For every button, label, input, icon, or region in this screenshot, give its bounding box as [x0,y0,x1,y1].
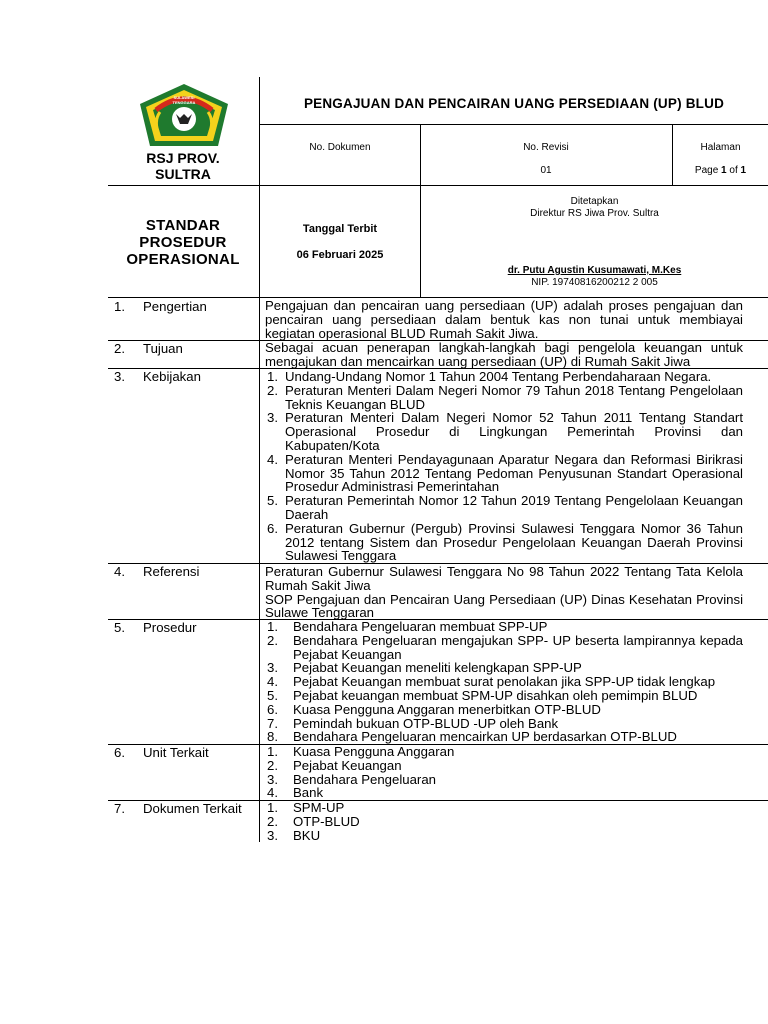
definition-text: Pengajuan dan pencairan uang persediaan (UP) adalah proses pengajuan dan pencairan uang persediaan dalam bentuk kas non tunai untuk membiayai kegiatan operasional BLUD Rumah Sakit Jiwa. [265,298,743,341]
list-item: 6. Peraturan Gubernur (Pergub) Provinsi Sulawesi Tenggara Nomor 36 Tahun 2012 tentang Sistem dan Prosedur Pengelolaan Keuangan Daerah Provinsi Sulawesi Tenggara [267,520,743,564]
list-item: 1. SPM-UP [267,800,345,815]
list-item: 7. Pemindah bukuan OTP-BLUD -UP oleh Bank [267,715,559,731]
section-title: Prosedur [143,620,197,635]
set-label: Ditetapkan [570,196,619,207]
sop-heading [108,217,258,268]
section-label-4 [114,565,199,579]
list-item: 8. Bendahara Pengeluaran mencairkan UP berdasarkan OTP-BLUD [267,729,677,745]
sop-heading-line2: PROSEDUR [139,234,227,251]
list-item: 2. Bendahara Pengeluaran mengajukan SPP- UP beserta lampirannya kepada Pejabat Keuangan [267,632,743,662]
related-document-list [265,801,743,842]
section-number: 5. [114,620,125,635]
issue-date-label: Tanggal Terbit [302,223,378,235]
section-title: Kebijakan [143,369,201,384]
organization-name-line1: RSJ PROV. [146,150,220,166]
doc-number-label: No. Dokumen [309,142,371,153]
reference-text [265,565,743,620]
list-item: 3. BKU [267,827,321,843]
section-label-5 [114,621,197,635]
section-title: Pengertian [143,299,207,314]
section-label-2 [114,342,183,356]
header-line-under-doc-row [108,185,768,186]
signer-nip: NIP. 19740816200212 2 005 [531,277,658,288]
section-number: 6. [114,745,125,760]
set-by: Direktur RS Jiwa Prov. Sultra [530,208,659,219]
section-label-1 [114,300,207,314]
section-label-6 [114,746,209,760]
related-unit-list [265,745,743,800]
issue-date-value: 06 Februari 2025 [296,249,384,261]
list-item: 5. Pejabat keuangan membuat SPM-UP disahkan oleh pemimpin BLUD [267,687,698,703]
hospital-logo [136,82,232,148]
section-title: Referensi [143,564,200,579]
page-of: of [726,165,741,176]
policy-list [265,370,743,563]
sop-heading-line3: OPERASIONAL [126,251,240,268]
revision-value: 01 [540,165,552,176]
section-number: 3. [114,369,125,384]
reference-paragraph: Peraturan Gubernur Sulawesi Tenggara No 98 Tahun 2022 Tentang Tata Kelola Rumah Sakit Jiwa [265,564,743,593]
page-prefix: Page [694,165,722,176]
list-item: 4. Bank [267,785,324,801]
list-item: 3. Peraturan Menteri Dalam Negeri Nomor 52 Tahun 2011 Tentang Standart Operasional Prosedur di Lingkungan Pemerintah Provinsi dan Kabupaten/Kota [267,410,743,453]
section-label-3 [114,370,201,384]
list-item: 1. Bendahara Pengeluaran membuat SPP-UP [267,619,548,634]
purpose-text: Sebagai acuan penerapan langkah-langkah bagi pengelola keuangan untuk mengajukan dan mencairkan uang persediaan (UP) di Rumah Sakit Jiwa [265,340,743,369]
list-item: 3. Bendahara Pengeluaran [267,771,436,787]
list-item: 1. Undang-Undang Nomor 1 Tahun 2004 Tentang Perbendaharaan Negara. [267,369,712,384]
list-item: 2. Peraturan Menteri Dalam Negeri Nomor 79 Tahun 2018 Tentang Pengelolaan Teknis Keuangan BLUD [267,382,743,412]
signer-name: dr. Putu Agustin Kusumawati, M.Kes [507,265,682,276]
section-number: 1. [114,299,125,314]
list-item: 4. Peraturan Menteri Pendayagunaan Aparatur Negara dan Reformasi Birikrasi Nomor 35 Tahun 2012 Tentang Pedoman Penyusunan Standart Operasional Prosedur Administrasi Pemerintahan [267,451,743,495]
organization-name [108,150,258,182]
procedure-list [265,620,743,744]
page-label: Halaman [700,142,741,153]
reference-paragraph: SOP Pengajuan dan Pencairan Uang Persediaan (UP) Dinas Kesehatan Provinsi Sulawe Tenggaran [265,591,743,621]
header-line-under-title [259,124,768,125]
document-title: PENGAJUAN DAN PENCAIRAN UANG PERSEDIAAN (UP) BLUD [303,96,725,111]
section-number: 2. [114,341,125,356]
logo-ring-text: SULAWESI TENGGARA [172,95,196,105]
section-number: 7. [114,801,125,816]
list-item: 2. OTP-BLUD [267,813,360,829]
section-title: Tujuan [143,341,183,356]
list-item: 1. Kuasa Pengguna Anggaran [267,744,455,759]
section-number: 4. [114,564,125,579]
sop-heading-line1: STANDAR [145,217,221,234]
list-item: 3. Pejabat Keuangan meneliti kelengkapan SPP-UP [267,660,582,676]
list-item: 5. Peraturan Pemerintah Nomor 12 Tahun 2019 Tentang Pengelolaan Keuangan Daerah [267,493,743,522]
page-total: 1 [740,165,747,176]
revision-label: No. Revisi [523,142,569,153]
section-title: Dokumen Terkait [143,801,242,816]
section-label-7 [114,802,242,816]
page-value [673,165,768,176]
section-title: Unit Terkait [143,745,209,760]
organization-name-line2: SULTRA [155,166,211,182]
page-current: 1 [721,165,727,176]
list-item: 6. Kuasa Pengguna Anggaran menerbitkan OTP-BLUD [267,701,601,717]
body-vertical-divider [259,297,260,842]
list-item: 4. Pejabat Keuangan membuat surat penolakan jika SPP-UP tidak lengkap [267,674,716,690]
list-item: 2. Pejabat Keuangan [267,757,402,773]
